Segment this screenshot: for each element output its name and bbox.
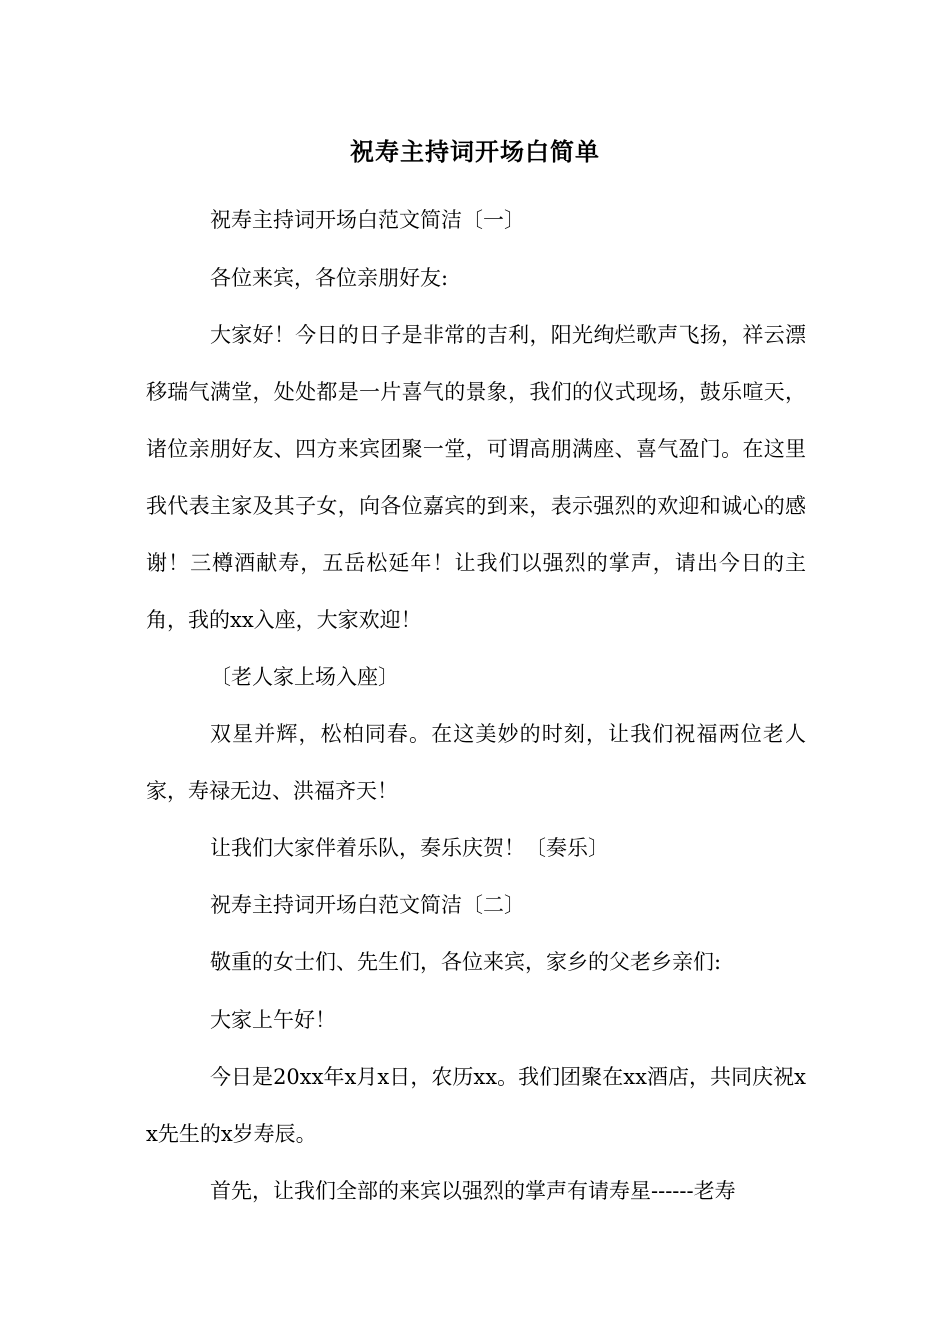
paragraph-greeting-2: 敬重的女士们、先生们，各位来宾，家乡的父老乡亲们: [210, 950, 722, 974]
paragraph-greeting-1: 各位来宾，各位亲朋好友: [210, 266, 449, 290]
paragraph-stage-direction: 〔老人家上场入座〕 [210, 665, 399, 689]
paragraph-date: 今日是20xx年x月x日，农历xx。我们团聚在xx酒店，共同庆祝xx先生的x岁寿辰。 [146, 1065, 806, 1146]
document-title: 祝寿主持词开场白简单 [350, 137, 600, 166]
paragraph-section-heading-1: 祝寿主持词开场白范文简洁〔一〕 [210, 208, 525, 232]
paragraph-music: 让我们大家伴着乐队，奏乐庆贺！〔奏乐〕 [210, 836, 609, 860]
paragraph-good-morning: 大家上午好！ [210, 1008, 336, 1032]
paragraph-section-heading-2: 祝寿主持词开场白范文简洁〔二〕 [210, 893, 525, 917]
paragraph-blessing: 双星并辉，松柏同春。在这美妙的时刻，让我们祝福两位老人家，寿禄无边、洪福齐天！ [146, 722, 806, 803]
paragraph-invite-honoree: 首先，让我们全部的来宾以强烈的掌声有请寿星------老寿 [210, 1179, 736, 1203]
paragraph-opening-speech: 大家好！今日的日子是非常的吉利，阳光绚烂歌声飞扬，祥云漂移瑞气满堂，处处都是一片喜气的景象，我们的仪式现场，鼓乐喧天，诸位亲朋好友、四方来宾团聚一堂，可谓高朋满座、喜气盈门。在这里我代表主家及其子女，向各位嘉宾的到来，表示强烈的欢迎和诚心的感谢！三樽酒献寿，五岳松延年！让我们以强烈的掌声，请出今日的主角，我的xx入座，大家欢迎！ [146, 323, 806, 632]
